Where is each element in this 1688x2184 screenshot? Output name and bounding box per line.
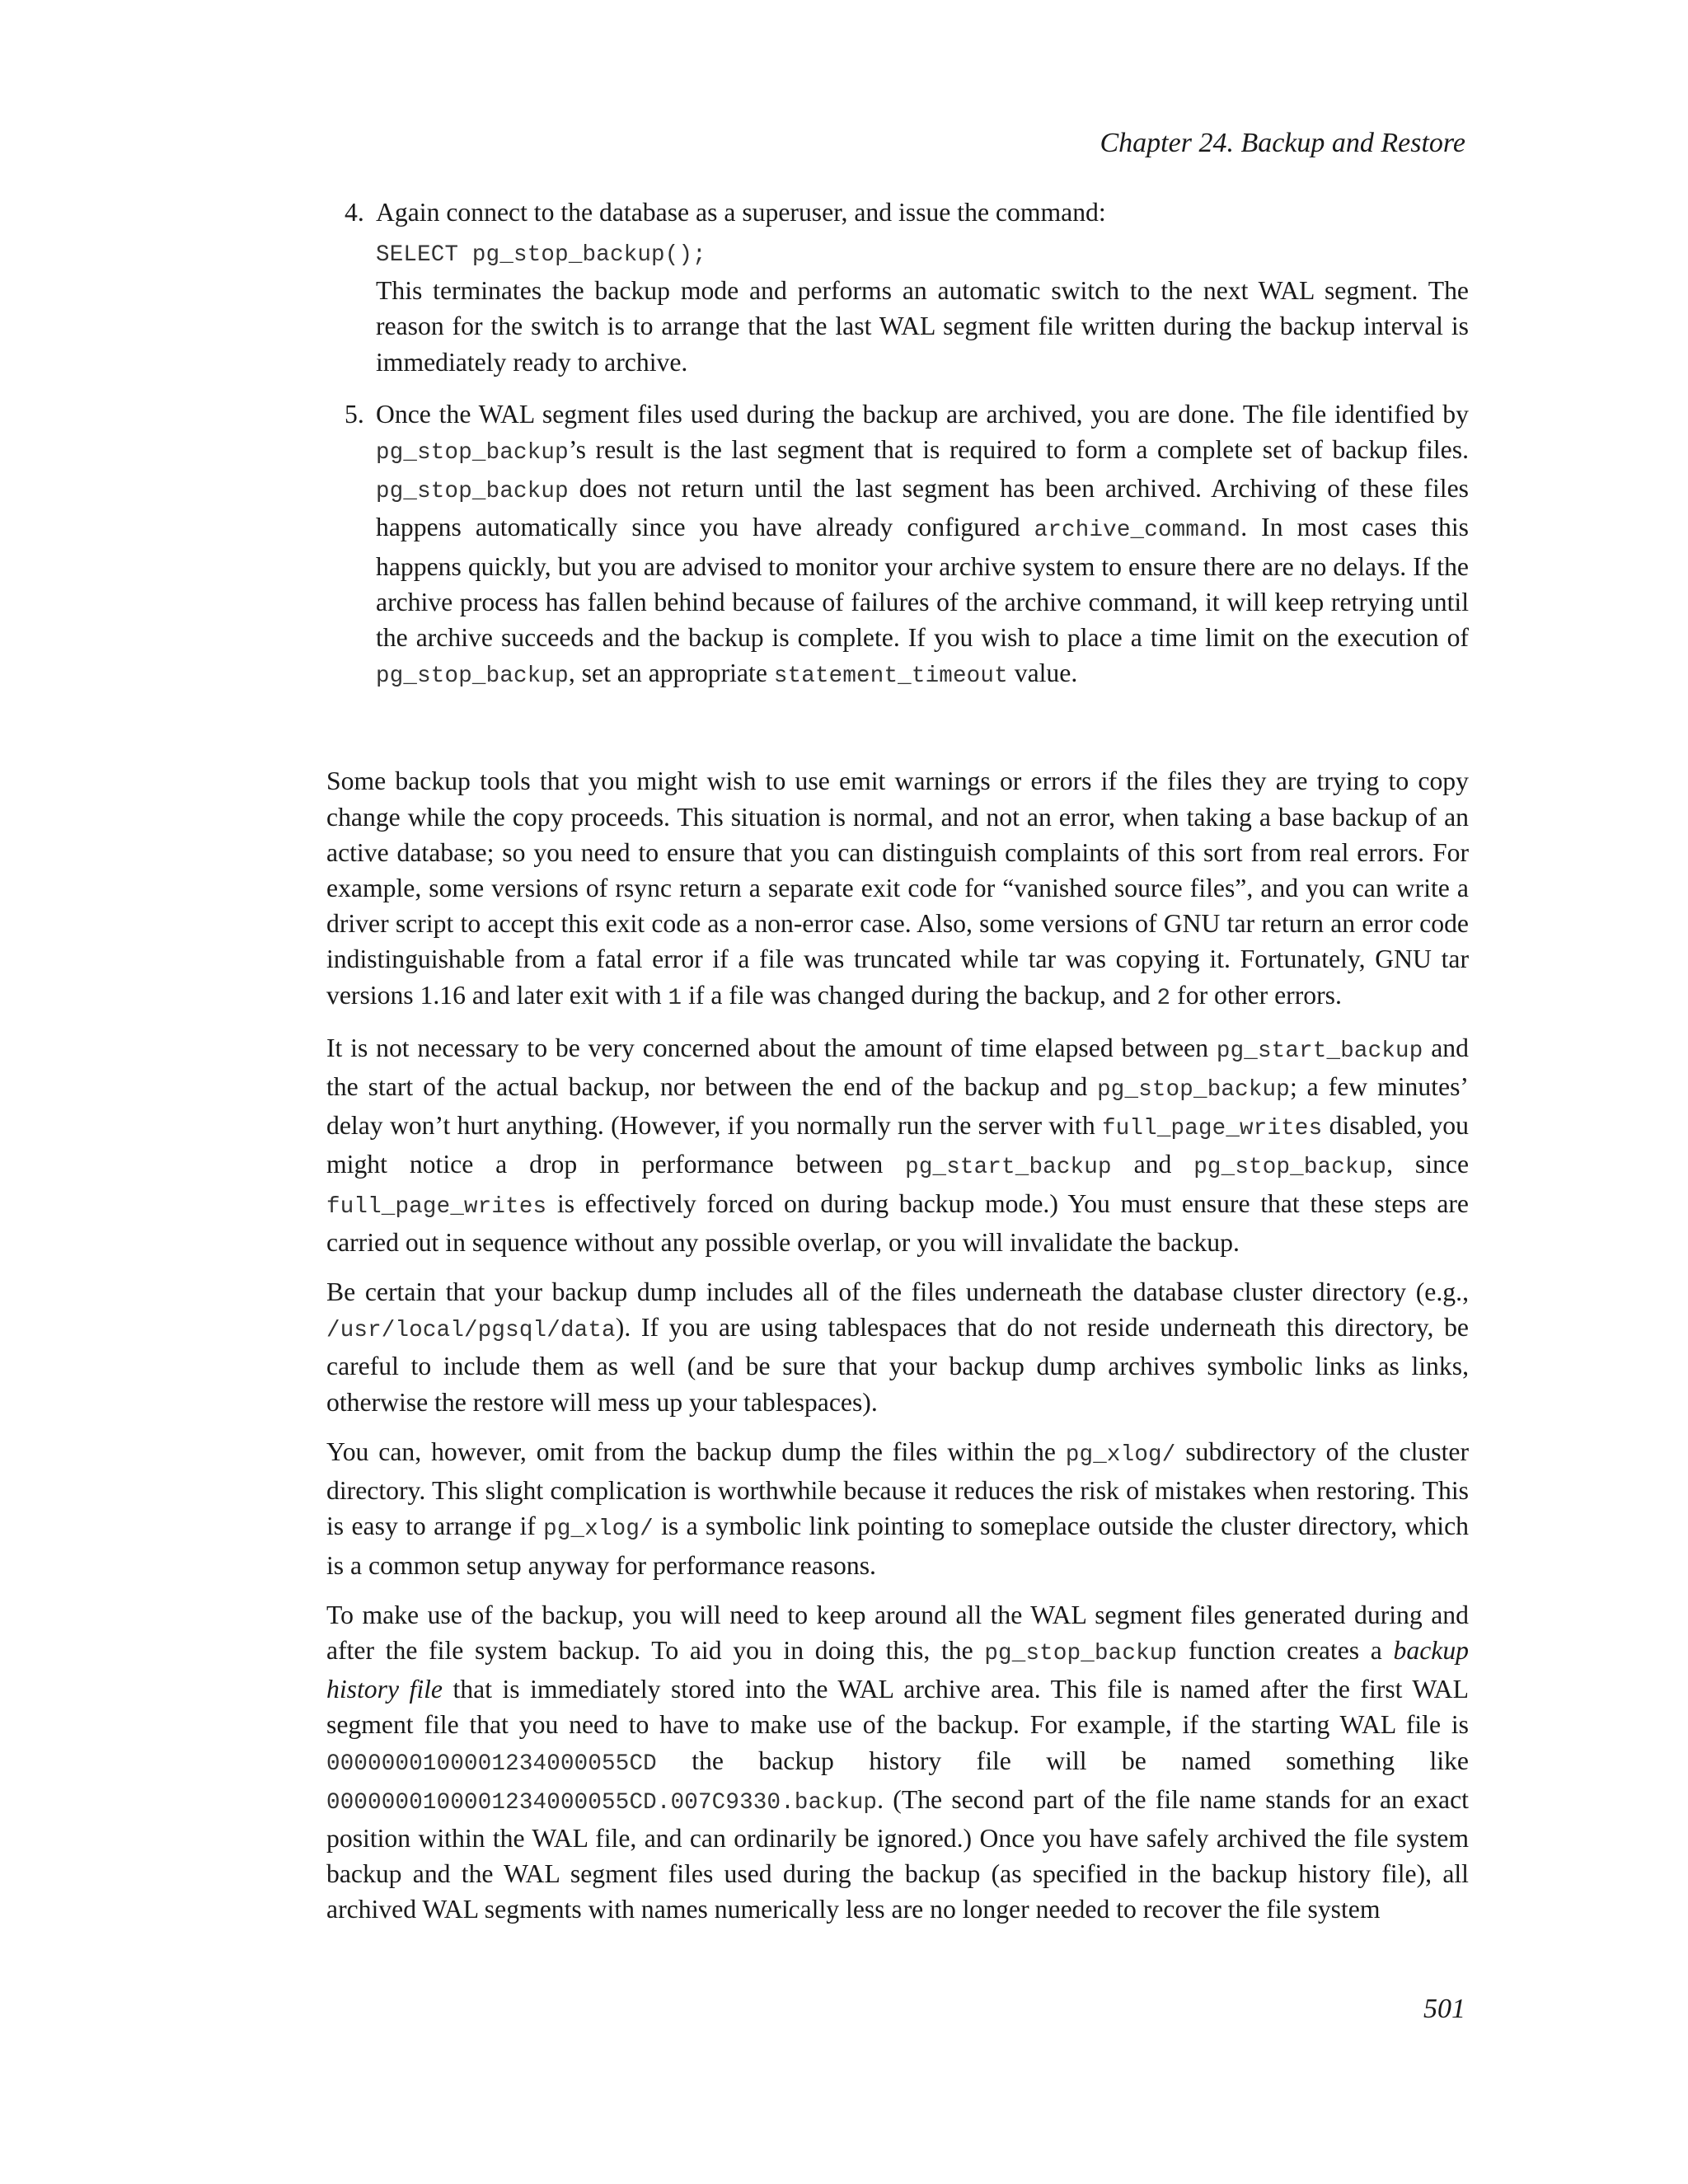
text-run: the backup history file will be named something like xyxy=(656,1746,1469,1775)
inline-code: pg_stop_backup xyxy=(376,663,569,690)
paragraph xyxy=(326,1434,1469,1583)
text-run: function creates a xyxy=(1177,1635,1394,1665)
inline-code: full_page_writes xyxy=(326,1193,547,1220)
text-run: ’s result is the last segment that is required to form a complete set of backup files. xyxy=(568,435,1469,465)
text-run: You can, however, omit from the backup dump the files within the xyxy=(326,1436,1066,1466)
inline-code: pg_xlog/ xyxy=(1065,1441,1176,1468)
inline-code: archive_command xyxy=(1034,518,1241,544)
inline-code: pg_stop_backup xyxy=(1193,1155,1387,1181)
inline-code: 2 xyxy=(1156,985,1171,1011)
page-number: 501 xyxy=(1423,1994,1465,2024)
inline-code: 1 xyxy=(668,985,682,1011)
text-run: , since xyxy=(1386,1150,1470,1179)
inline-code: 0000000100001234000055CD xyxy=(326,1750,657,1777)
text-run: and the start of the actual backup, nor between the end of the backup and xyxy=(326,1033,1469,1102)
text-run: is a symbolic link pointing to someplace outside the cluster directory, which is a common setup anyway for performance reasons. xyxy=(326,1511,1469,1580)
inline-code: pg_stop_backup xyxy=(376,440,569,466)
text-run: Once the WAL segment files used during the backup are archived, you are done. The file identified by xyxy=(376,399,1469,429)
text-run: , set an appropriate xyxy=(568,658,774,688)
text-run: ). If you are using tablespaces that do not reside underneath this directory, be careful to include them as well (and be sure that your backup dump archives symbolic links as links, otherwise the restore will mess up your tablespaces). xyxy=(326,1313,1469,1417)
paragraph xyxy=(326,763,1469,1015)
step-item xyxy=(326,396,1469,695)
text-run: It is not necessary to be very concerned about the amount of time elapsed between xyxy=(326,1033,1217,1062)
step-intro: Again connect to the database as a superuser, and issue the command: xyxy=(376,198,1106,227)
text-run: Be certain that your backup dump includes all of the files underneath the database cluster directory (e.g., xyxy=(326,1277,1469,1307)
step-item xyxy=(326,194,1469,380)
inline-code: pg_xlog/ xyxy=(543,1516,654,1543)
text-run: if a file was changed during the backup, and xyxy=(682,980,1157,1010)
step-text: This terminates the backup mode and performs an automatic switch to the next WAL segment. The reason for the switch is to arrange that the last WAL segment file written during the backup interval is immediately ready to archive. xyxy=(376,276,1469,377)
text-run: ; a few minutes’ delay won’t hurt anything. (However, if you normally run the server with xyxy=(326,1072,1469,1141)
inline-code: pg_start_backup xyxy=(905,1155,1112,1181)
paragraph xyxy=(326,1030,1469,1260)
section-gap xyxy=(326,710,1469,763)
paragraph xyxy=(326,1274,1469,1420)
text-run: does not return until the last segment has been archived. Archiving of these files happens automatically since you have already configured xyxy=(376,474,1469,542)
inline-code: /usr/local/pgsql/data xyxy=(326,1318,616,1344)
paragraph xyxy=(326,1597,1469,1928)
inline-code: full_page_writes xyxy=(1102,1116,1323,1142)
running-header: Chapter 24. Backup and Restore xyxy=(1100,128,1465,158)
text-run: . In most cases this happens quickly, but you are advised to monitor your archive system to ensure there are no delays. If the archive process has fallen behind because of failures of the archive command, it will keep retrying until the archive succeeds and the backup is complete. If you wish to place a time limit on the execution of xyxy=(376,513,1469,653)
text-run: disabled, you might notice a drop in performance between xyxy=(326,1111,1469,1179)
inline-code: pg_stop_backup xyxy=(376,479,569,505)
inline-code: pg_start_backup xyxy=(1216,1038,1423,1064)
step-number: 5. xyxy=(345,399,364,429)
code-block: SELECT pg_stop_backup(); xyxy=(376,242,706,269)
emphasis-term: backup history file xyxy=(326,1635,1470,1704)
text-run: that is immediately stored into the WAL archive area. This file is named after the first WAL segment file that you need to have to make use of the backup. For example, if the starting WAL file is xyxy=(326,1675,1470,1740)
inline-code: pg_stop_backup xyxy=(984,1640,1178,1666)
step-text xyxy=(376,396,1469,695)
inline-code: pg_stop_backup xyxy=(1097,1077,1290,1104)
text-run: and xyxy=(1111,1150,1194,1179)
page-body xyxy=(326,194,1469,1942)
text-run: To make use of the backup, you will need to keep around all the WAL segment files generated during and after the file system backup. To aid you in doing this, the xyxy=(326,1600,1469,1665)
step-number: 4. xyxy=(345,198,364,227)
procedure-steps xyxy=(326,194,1469,694)
inline-code: statement_timeout xyxy=(773,663,1008,690)
inline-code: 0000000100001234000055CD.007C9330.backup xyxy=(326,1789,878,1816)
text-run: subdirectory of the cluster directory. This slight complication is worthwhile because it reduces the risk of mistakes when restoring. This is easy to arrange if xyxy=(326,1436,1469,1541)
text-run: value. xyxy=(1007,658,1078,688)
text-run: for other errors. xyxy=(1170,980,1342,1010)
text-run: Some backup tools that you might wish to use emit warnings or errors if the files they are trying to copy change while the copy proceeds. This situation is normal, and not an error, when taking a base backup of an active database; so you need to ensure that you can distinguish complaints of this sort from real errors. For example, some versions of rsync return a separate exit code for “vanished source files”, and you can write a driver script to accept this exit code as a non-error case. Also, some versions of GNU tar return an error code indistinguishable from a fatal error if a file was truncated while tar was copying it. Fortunately, GNU tar versions 1.16 and later exit with xyxy=(326,766,1469,1010)
text-run: . (The second part of the file name stands for an exact position within the WAL file, and can ordinarily be ignored.) Once you have safely archived the file system backup and the WAL segment files used during the backup (as specified in the backup history file), all archived WAL segments with names numerically less are no longer needed to recover the file system xyxy=(326,1784,1469,1924)
text-run: is effectively forced on during backup mode.) You must ensure that these steps are carried out in sequence without any possible overlap, or you will invalidate the backup. xyxy=(326,1188,1469,1257)
